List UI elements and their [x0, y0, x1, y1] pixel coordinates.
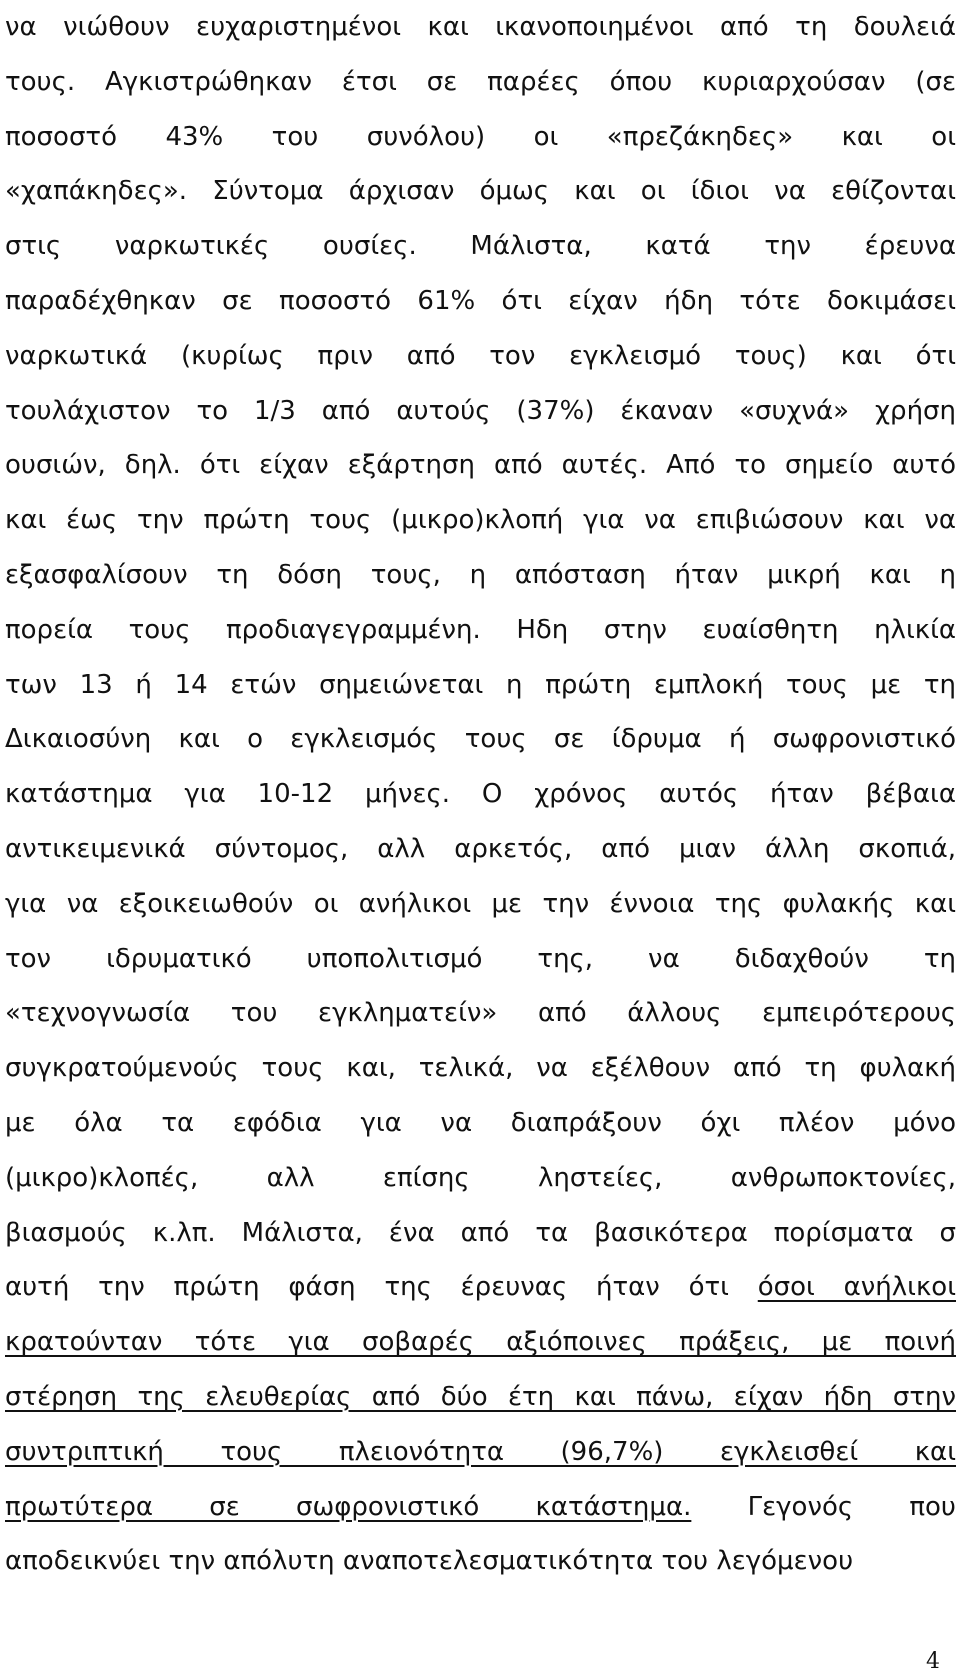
text-line	[5, 1480, 956, 1535]
text-segment: Δικαιοσύνη και ο εγκλεισμός τους σε ίδρυμα ή σωφρονιστικό	[5, 724, 956, 755]
text-line	[5, 0, 956, 55]
text-segment: τους. Αγκιστρώθηκαν έτσι σε παρέες όπου κυριαρχούσαν (σε	[5, 66, 956, 97]
text-line	[5, 1425, 956, 1480]
text-segment: «τεχνογνωσία του εγκληματείν» από άλλους εμπειρότερους	[5, 998, 956, 1029]
text-segment: «χαπάκηδες». Σύντομα άρχισαν όμως και οι ίδιοι να εθίζονται	[5, 176, 956, 207]
text-segment: ναρκωτικά (κυρίως πριν από τον εγκλεισμό τους) και ότι	[5, 340, 956, 371]
text-segment: αντικειμενικά σύντομος, αλλ αρκετός, από μιαν άλλη σκοπιά,	[5, 833, 956, 864]
text-line	[5, 1315, 956, 1370]
text-line	[5, 603, 956, 658]
text-line	[5, 384, 956, 439]
text-segment: των 13 ή 14 ετών σημειώνεται η πρώτη εμπλοκή τους με τη	[5, 669, 956, 700]
text-segment: ουσιών, δηλ. ότι είχαν εξάρτηση από αυτές. Από το σημείο αυτό	[5, 450, 956, 481]
text-segment: να νιώθουν ευχαριστημένοι και ικανοποιημένοι από τη δουλειά	[5, 12, 956, 42]
underlined-text: πρωτύτερα σε σωφρονιστικό κατάστημα.	[5, 1491, 692, 1522]
text-line	[5, 274, 956, 329]
text-line	[5, 548, 956, 603]
underlined-text: όσοι ανήλικοι	[757, 1272, 956, 1303]
text-line	[5, 219, 956, 274]
text-segment: στις ναρκωτικές ουσίες. Μάλιστα, κατά την έρευνα	[5, 231, 956, 262]
text-segment: κατάστημα για 10-12 μήνες. Ο χρόνος αυτός ήταν βέβαια	[5, 779, 956, 810]
text-line	[5, 767, 956, 822]
text-segment: πορεία τους προδιαγεγραμμένη. Ηδη στην ευαίσθητη ηλικία	[5, 614, 956, 645]
text-segment: για να εξοικειωθούν οι ανήλικοι με την έννοια της φυλακής και	[5, 888, 956, 919]
text-line	[5, 877, 956, 932]
text-line	[5, 1151, 956, 1206]
text-line	[5, 1260, 956, 1315]
text-line	[5, 1534, 956, 1589]
text-line	[5, 493, 956, 548]
text-line	[5, 55, 956, 110]
text-line	[5, 1041, 956, 1096]
text-segment: αυτή την πρώτη φάση της έρευνας ήταν ότι	[5, 1272, 758, 1303]
text-line	[5, 1206, 956, 1261]
text-segment: εξασφαλίσουν τη δόση τους, η απόσταση ήταν μικρή και η	[5, 559, 956, 590]
text-line	[5, 329, 956, 384]
text-line	[5, 164, 956, 219]
text-line	[5, 986, 956, 1041]
text-line	[5, 438, 956, 493]
text-line	[5, 932, 956, 987]
text-segment: συγκρατούμενούς τους και, τελικά, να εξέλθουν από τη φυλακή	[5, 1053, 956, 1084]
text-segment: παραδέχθηκαν σε ποσοστό 61% ότι είχαν ήδη τότε δοκιμάσει	[5, 285, 956, 316]
text-segment: (μικρο)κλοπές, αλλ επίσης ληστείες, ανθρωποκτονίες,	[5, 1162, 956, 1193]
text-segment: Γεγονός που	[691, 1491, 956, 1522]
text-line	[5, 712, 956, 767]
text-line	[5, 1370, 956, 1425]
text-segment: τον ιδρυματικό υποπολιτισμό της, να διδαχθούν τη	[5, 943, 956, 974]
text-line	[5, 658, 956, 713]
text-line	[5, 822, 956, 877]
text-segment: αποδεικνύει την απόλυτη αναποτελεσματικότητα του λεγόμενου	[5, 1546, 854, 1577]
underlined-text: στέρηση της ελευθερίας από δύο έτη και πάνω, είχαν ήδη στην	[5, 1381, 956, 1412]
text-line	[5, 110, 956, 165]
underlined-text: κρατούνταν τότε για σοβαρές αξιόποινες πράξεις, με ποινή	[5, 1327, 956, 1358]
text-segment: βιασμούς κ.λπ. Μάλιστα, ένα από τα βασικότερα πορίσματα σ	[5, 1217, 956, 1248]
text-line	[5, 1096, 956, 1151]
text-segment: με όλα τα εφόδια για να διαπράξουν όχι πλέον μόνο	[5, 1107, 956, 1138]
text-segment: τουλάχιστον το 1/3 από αυτούς (37%) έκαναν «συχνά» χρήση	[5, 395, 956, 426]
underlined-text: συντριπτική τους πλειονότητα (96,7%) εγκλεισθεί και	[5, 1436, 956, 1467]
text-segment: και έως την πρώτη τους (μικρο)κλοπή για να επιβιώσουν και να	[5, 505, 956, 536]
page-number: 4	[926, 1649, 940, 1674]
body-text	[5, 0, 956, 1589]
text-segment: ποσοστό 43% του συνόλου) οι «πρεζάκηδες» και οι	[5, 121, 956, 152]
